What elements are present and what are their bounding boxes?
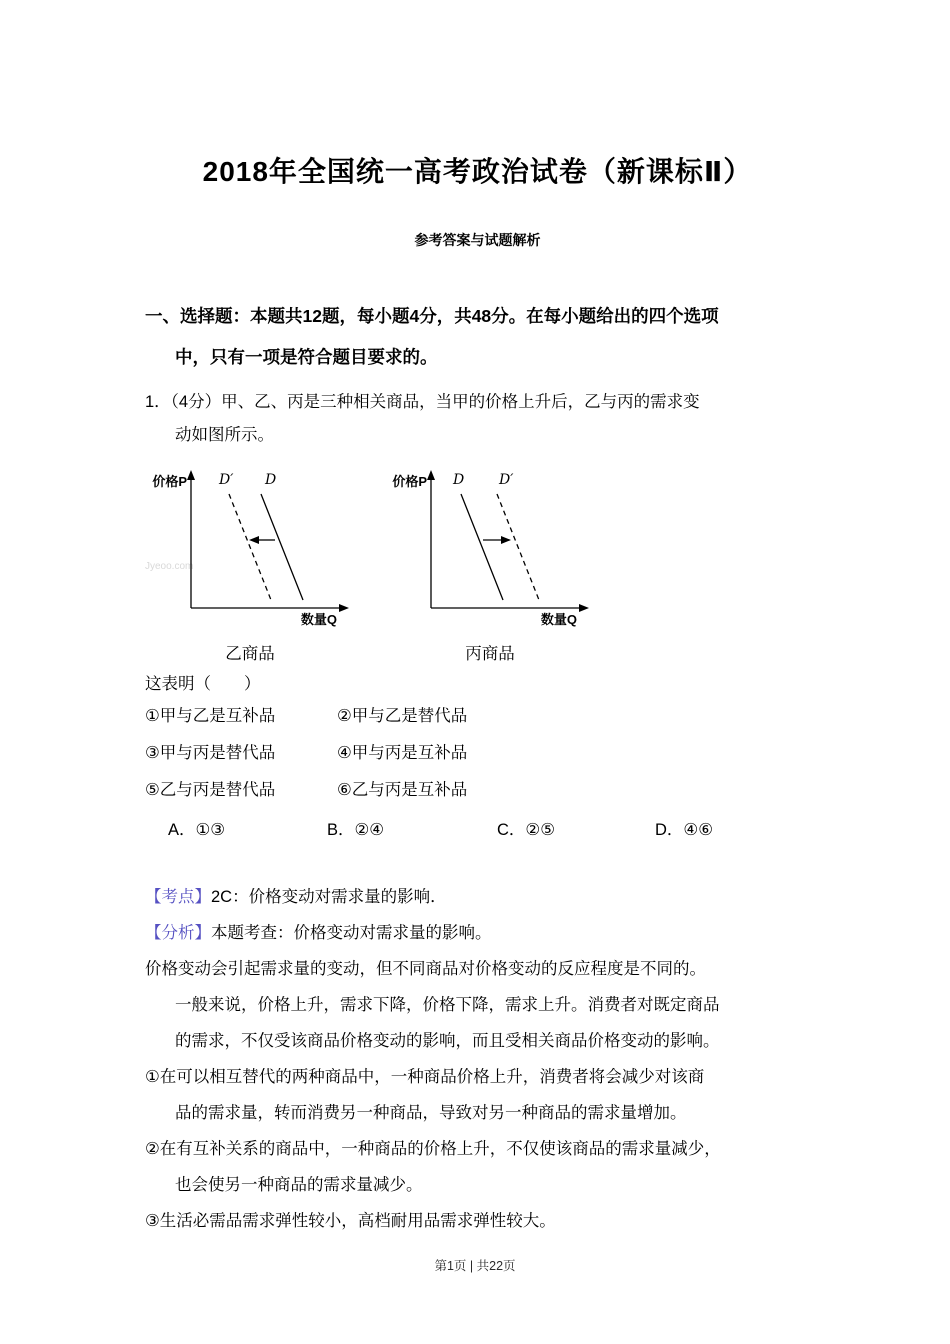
demand-curve-d	[461, 494, 503, 600]
question-stem	[145, 386, 810, 452]
option-2: ②甲与乙是替代品	[337, 707, 468, 725]
page-content	[0, 150, 950, 1239]
exam-point-text: 2C：价格变动对需求量的影响．	[211, 888, 447, 906]
section-heading	[145, 296, 810, 378]
analysis-line: 一般来说，价格上升，需求下降，价格下降，需求上升。消费者对既定商品	[175, 996, 720, 1014]
analysis-intro-text: 本题考查：价格变动对需求量的影响。	[211, 924, 492, 942]
choice-b: B．②④	[327, 821, 385, 839]
option-3: ③甲与丙是替代品	[145, 744, 276, 762]
choice-a: A．①③	[168, 821, 226, 839]
option-list	[145, 698, 810, 809]
x-axis-label: 数量Q	[300, 612, 337, 627]
analysis-line: ①在可以相互替代的两种商品中，一种商品价格上升，消费者将会减少对该商	[145, 1068, 705, 1086]
question-stem-line-2: 动如图所示。	[175, 426, 274, 444]
analysis-intro-line	[145, 915, 810, 951]
option-row	[145, 735, 810, 772]
question-stem-line-1: 1．（4分）甲、乙、丙是三种相关商品，当甲的价格上升后，乙与丙的需求变	[145, 393, 700, 411]
analysis-line: ②在有互补关系的商品中，一种商品的价格上升，不仅使该商品的需求量减少，	[145, 1140, 721, 1158]
figure-bing-goods	[385, 466, 595, 664]
x-axis-arrow-icon	[579, 604, 589, 612]
question-prompt: 这表明（ ）	[145, 675, 261, 693]
choice-d: D．④⑥	[655, 821, 713, 839]
demand-shift-chart-yi	[145, 466, 355, 638]
demand-curve-d-prime	[229, 494, 271, 600]
option-1: ①甲与乙是互补品	[145, 707, 276, 725]
analysis-line: 品的需求量，转而消费另一种商品，导致对另一种商品的需求量增加。	[175, 1104, 687, 1122]
curve-label-d: D	[453, 472, 465, 488]
answer-choices-row	[145, 812, 810, 849]
option-5: ⑤乙与丙是替代品	[145, 781, 276, 799]
analysis-block	[145, 879, 810, 1239]
choice-c: C．②⑤	[497, 821, 555, 839]
option-row	[145, 698, 810, 735]
x-axis-arrow-icon	[339, 604, 349, 612]
curve-label-d-prime: D′	[499, 472, 514, 488]
figure-yi-goods	[145, 466, 355, 664]
curve-label-d-prime: D′	[219, 472, 234, 488]
analysis-line: 价格变动会引起需求量的变动，但不同商品对价格变动的反应程度是不同的。	[145, 960, 706, 978]
exam-point-label: 【考点】	[145, 888, 211, 906]
y-axis-label: 价格P	[392, 474, 427, 489]
section-heading-line-2: 中，只有一项是符合题目要求的。	[175, 347, 438, 367]
shift-left-arrow-icon	[249, 536, 259, 544]
analysis-label: 【分析】	[145, 924, 211, 942]
demand-curve-d	[261, 494, 303, 600]
y-axis-arrow-icon	[427, 470, 435, 480]
analysis-line: 也会使另一种商品的需求量减少。	[175, 1176, 423, 1194]
analysis-line: ③生活必需品需求弹性较小，高档耐用品需求弹性较大。	[145, 1212, 556, 1230]
watermark-text: Jyeoo.com	[145, 561, 194, 572]
x-axis-label: 数量Q	[540, 612, 577, 627]
exam-point-line	[145, 879, 810, 915]
demand-curve-d-prime	[497, 494, 539, 600]
demand-shift-chart-bing	[385, 466, 595, 638]
curve-label-d: D	[265, 472, 277, 488]
option-row	[145, 772, 810, 809]
chart-caption-bing: 丙商品	[465, 645, 515, 663]
shift-right-arrow-icon	[501, 536, 511, 544]
analysis-line: 的需求，不仅受该商品价格变动的影响，而且受相关商品价格变动的影响。	[175, 1032, 720, 1050]
chart-caption-yi: 乙商品	[225, 645, 275, 663]
demand-charts-row	[145, 466, 810, 664]
page-number-footer: 第1页 | 共22页	[434, 1259, 516, 1273]
page-subtitle: 参考答案与试题解析	[414, 232, 541, 248]
option-4: ④甲与丙是互补品	[337, 744, 468, 762]
y-axis-arrow-icon	[187, 470, 195, 480]
page-title: 2018年全国统一高考政治试卷（新课标Ⅱ）	[202, 156, 753, 187]
y-axis-label: 价格P	[152, 474, 187, 489]
section-heading-line-1: 一、选择题：本题共12题，每小题4分，共48分。在每小题给出的四个选项	[145, 306, 719, 326]
option-6: ⑥乙与丙是互补品	[337, 781, 468, 799]
